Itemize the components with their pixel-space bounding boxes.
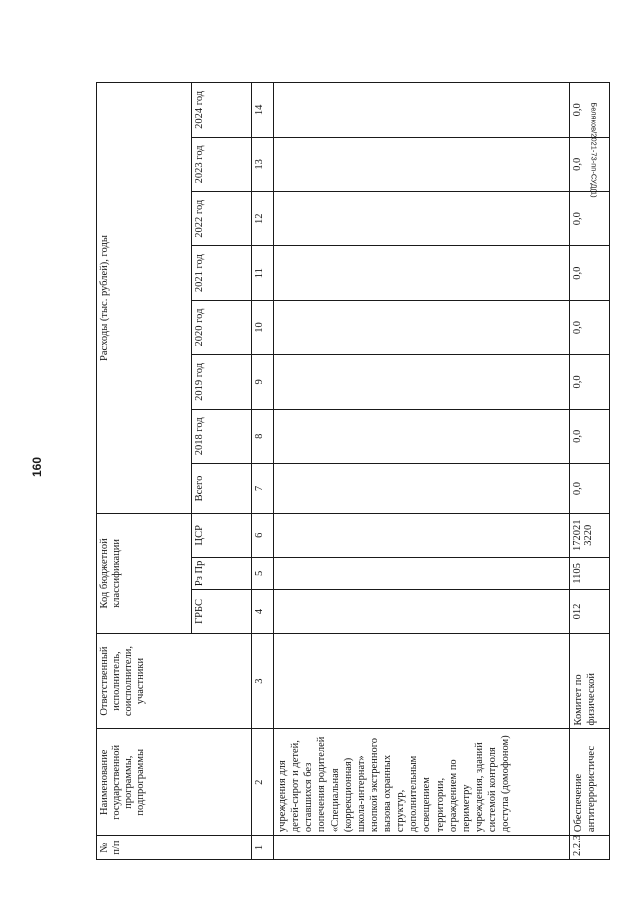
column-number: 12	[252, 192, 274, 246]
row-num	[274, 836, 570, 860]
row-year-value: 0,0	[570, 409, 610, 463]
row-grbs: 012	[570, 590, 610, 634]
header-total: Всего	[192, 463, 252, 513]
row-year-value: 0,0	[570, 137, 610, 191]
column-number: 7	[252, 463, 274, 513]
expenses-table	[96, 82, 610, 860]
header-csr: ЦСР	[192, 514, 252, 558]
header-budget-code: Код бюджетной классификации	[97, 514, 192, 634]
row-csr	[274, 514, 570, 558]
footer-code: Беляков/2021-73-пп-СУД(1)	[589, 102, 599, 198]
header-rz-pr: Рз Пр	[192, 557, 252, 590]
column-number: 11	[252, 246, 274, 300]
row-grbs	[274, 590, 570, 634]
header-name: Наименование государственной программы, подпрограммы	[97, 729, 252, 836]
row-year-value	[274, 246, 570, 300]
column-number: 4	[252, 590, 274, 634]
page-number: 160	[30, 456, 44, 478]
column-number: 5	[252, 557, 274, 590]
row-name: Обеспечение антитеррористичес	[570, 729, 610, 836]
header-responsible: Ответственный исполнитель, соисполнители, участники	[97, 633, 252, 729]
column-number: 1	[252, 836, 274, 860]
row-year-value: 0,0	[570, 355, 610, 409]
row-year-value: 0,0	[570, 246, 610, 300]
row-year-value	[274, 409, 570, 463]
row-num: 2.2.3	[570, 836, 610, 860]
column-number: 10	[252, 300, 274, 354]
row-total: 0,0	[570, 463, 610, 513]
header-expenses: Расходы (тыс. рублей), годы	[97, 83, 192, 514]
column-number: 13	[252, 137, 274, 191]
row-total	[274, 463, 570, 513]
row-name: учреждения для детей-сирот и детей, оставшихся без попечения родителей «Специальная (коррекционная) школа-интернат» кнопкой экстренного вызова охранных структур, дополнительным освещением территории, ограждением по периметру учреждения, зданий системой контроля доступа (домофоном)	[274, 729, 570, 836]
header-year-2018: 2018 год	[192, 409, 252, 463]
row-year-value: 0,0	[570, 83, 610, 138]
row-csr: 172021 3220	[570, 514, 610, 558]
header-year-2019: 2019 год	[192, 355, 252, 409]
header-year-2020: 2020 год	[192, 300, 252, 354]
header-num: № п/п	[97, 836, 252, 860]
row-year-value	[274, 137, 570, 191]
row-rz-pr	[274, 557, 570, 590]
column-number: 2	[252, 729, 274, 836]
column-number: 9	[252, 355, 274, 409]
row-responsible: Комитет по физической	[570, 633, 610, 729]
column-number: 8	[252, 409, 274, 463]
row-year-value	[274, 355, 570, 409]
table-row	[570, 83, 610, 860]
row-year-value	[274, 300, 570, 354]
row-year-value: 0,0	[570, 300, 610, 354]
column-number: 14	[252, 83, 274, 138]
header-year-2022: 2022 год	[192, 192, 252, 246]
column-number: 3	[252, 633, 274, 729]
header-grbs: ГРБС	[192, 590, 252, 634]
header-year-2024: 2024 год	[192, 83, 252, 138]
header-year-2021: 2021 год	[192, 246, 252, 300]
row-year-value	[274, 83, 570, 138]
table-row	[274, 83, 570, 860]
row-responsible	[274, 633, 570, 729]
row-year-value: 0,0	[570, 192, 610, 246]
row-year-value	[274, 192, 570, 246]
column-number: 6	[252, 514, 274, 558]
header-year-2023: 2023 год	[192, 137, 252, 191]
row-rz-pr: 1105	[570, 557, 610, 590]
column-numbers-row	[252, 83, 274, 860]
